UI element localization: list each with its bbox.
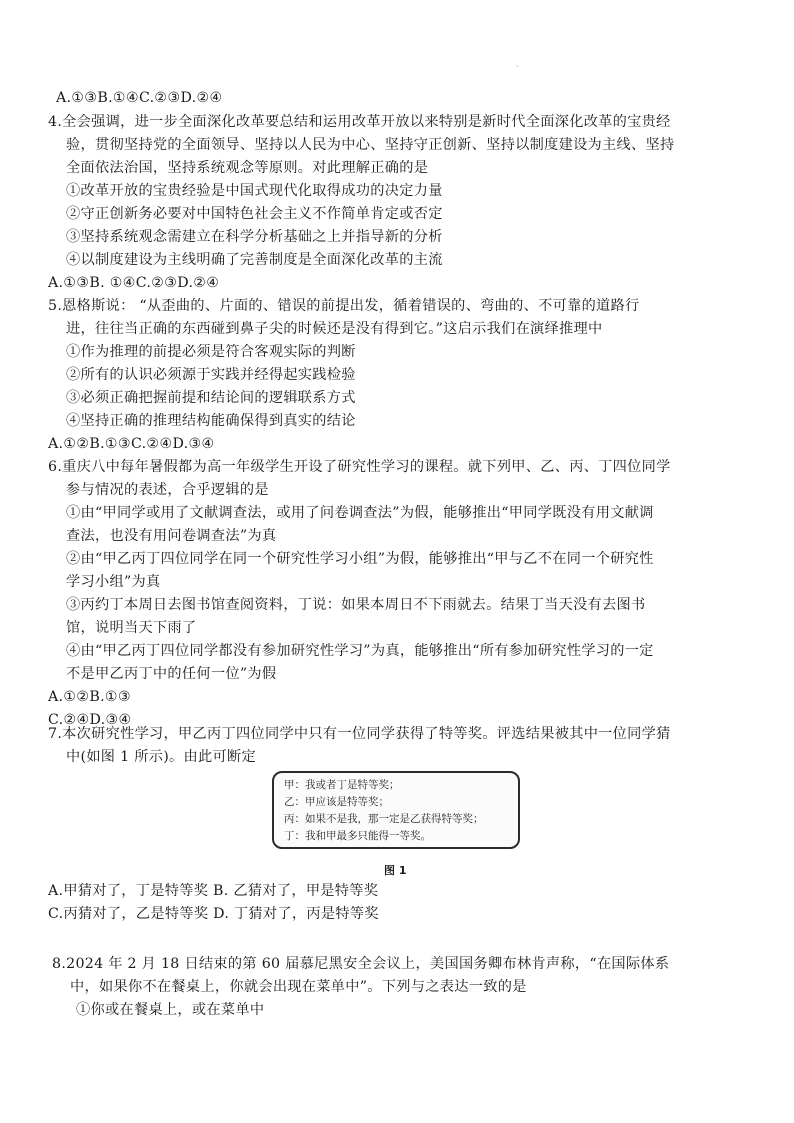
q4-options: A.①③B. ①④C.②③D.②④ [48,275,220,291]
q5-options: A.①②B.①③C.②④D.③④ [48,436,215,452]
q4-stem-line-1: 4.全会强调，进一步全面深化改革要总结和运用改革开放以来特别是新时代全面深化改革的宝贵经 [48,114,671,130]
q5-item-4: ④坚持正确的推理结构能确保得到真实的结论 [66,413,356,429]
q6-item-4a: ④由“甲乙丙丁四位同学都没有参加研究性学习”为真，能够推出“所有参加研究性学习的一定 [66,643,654,659]
q4-item-1: ①改革开放的宝贵经验是中国式现代化取得成功的决定力量 [66,183,443,199]
q5-item-3: ③必须正确把握前提和结论间的逻辑联系方式 [66,390,356,406]
q7-options-cd: C.丙猜对了，乙是特等奖 D. 丁猜对了，丙是特等奖 [48,906,379,922]
q5-stem-line-1: 5.恩格斯说： “从歪曲的、片面的、错误的前提出发，循着错误的、弯曲的、不可靠的道路行 [48,298,640,314]
q6-options-cd: C.②④D.③④ [48,712,132,728]
q5-item-1: ①作为推理的前提必须是符合客观实际的判断 [66,344,356,360]
figure-line-ding: 丁：我和甲最多只能得一等奖。 [284,830,431,842]
q6-options-ab: A.①②B.①③ [48,689,131,705]
q6-item-3b: 馆，说明当天下雨了 [66,620,197,636]
q6-item-2b: 学习小组”为真 [66,574,161,590]
q3-options: A.①③B.①④C.②③D.②④ [56,90,223,106]
figure-line-jia: 甲：我或者丁是特等奖； [284,779,400,791]
q6-item-1a: ①由“甲同学或用了文献调查法，或用了问卷调查法”为假，能够推出“甲同学既没有用文献调 [66,505,654,521]
q6-item-3a: ③丙约丁本周日去图书馆查阅资料，丁说：如果本周日不下雨就去。结果丁当天没有去图书 [66,597,646,613]
q8-stem-line-2: 中，如果你不在餐桌上，你就会出现在菜单中”。下列与之表达一致的是 [70,979,527,995]
q5-stem-line-2: 进，往往当正确的东西碰到鼻子尖的时候还是没有得到它。”这启示我们在演绎推理中 [66,321,603,337]
q5-item-2: ②所有的认识必须源于实践并经得起实践检验 [66,367,356,383]
q4-stem-line-3: 全面依法治国，坚持系统观念等原则。对此理解正确的是 [66,160,429,176]
figure-line-yi: 乙：甲应该是特等奖； [284,796,389,808]
q4-stem-line-2: 验，贯彻坚持党的全面领导、坚持以人民为中心、坚持守正创新、坚持以制度建设为主线、坚持 [66,137,675,153]
q8-item-1: ①你或在餐桌上，或在菜单中 [76,1002,265,1018]
q7-options-ab: A.甲猜对了，丁是特等奖 B. 乙猜对了，甲是特等奖 [48,883,379,899]
figure-1-speech-box [272,771,520,849]
q6-item-2a: ②由“甲乙丙丁四位同学在同一个研究性学习小组”为假，能够推出“甲与乙不在同一个研究性 [66,551,654,567]
q4-item-2: ②守正创新务必要对中国特色社会主义不作简单肯定或否定 [66,206,443,222]
q4-item-3: ③坚持系统观念需建立在科学分析基础之上并指导新的分析 [66,229,443,245]
q6-stem-line-1: 6.重庆八中每年暑假都为高一年级学生开设了研究性学习的课程。就下列甲、乙、丙、丁四位同学 [48,459,671,475]
q7-stem-line-1: 7.本次研究性学习，甲乙丙丁四位同学中只有一位同学获得了特等奖。评选结果被其中一位同学猜 [48,726,671,742]
q7-stem-line-2: 中(如图 1 所示)。由此可断定 [66,749,256,765]
q8-stem-line-1: 8.2024 年 2 月 18 日结束的第 60 届慕尼黑安全会议上，美国国务卿布林肯声称，“在国际体系 [52,956,670,972]
figure-caption: 图 1 [384,864,407,877]
q4-item-4: ④以制度建设为主线明确了完善制度是全面深化改革的主流 [66,252,443,268]
q6-stem-line-2: 参与情况的表述，合乎逻辑的是 [66,482,269,498]
figure-line-bing: 丙：如果不是我，那一定是乙获得特等奖； [284,813,484,825]
q6-item-1b: 查法，也没有用问卷调查法”为真 [66,528,277,544]
q6-item-4b: 不是甲乙丙丁中的任何一位”为假 [66,666,277,682]
page-mark: · [516,62,519,71]
